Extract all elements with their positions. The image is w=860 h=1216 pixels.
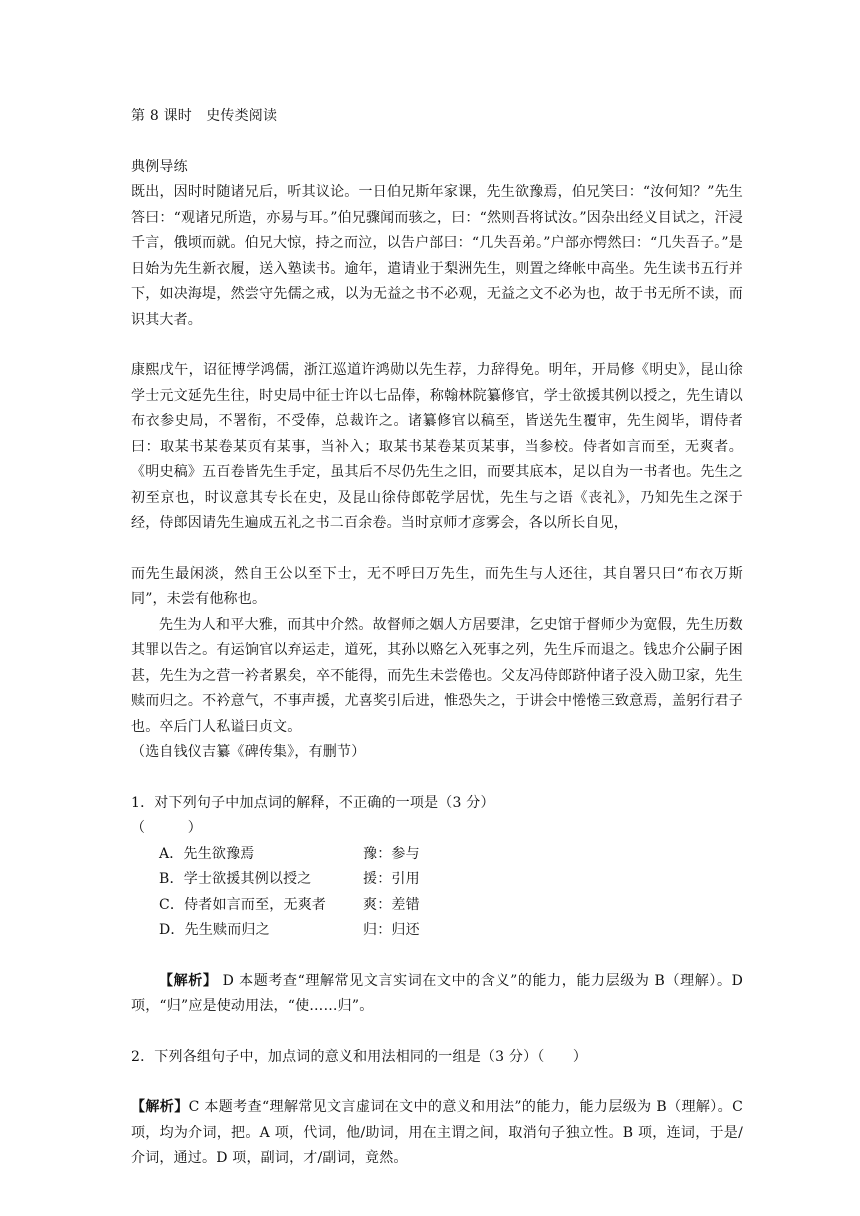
section-heading: 典例导练 xyxy=(131,158,188,175)
analysis-text: C 本题考查“理解常见文言虚词在文中的意义和用法”的能力，能力层级为 B（理解）。C 项，均为介词，把。A 项，代词，他/助词，用在主谓之间，取消句子独立性。B 项，连词，于是/介词，通过。D 项，副词，才/副词，竟然。 xyxy=(131,1099,743,1166)
option-gloss: 归：归还 xyxy=(363,922,420,938)
question-1-analysis xyxy=(131,969,743,1020)
option-sentence: B．学士欲援其例以授之 xyxy=(159,871,312,887)
option-sentence: D．先生赎而归之 xyxy=(159,922,270,938)
analysis-label: 【解析】 xyxy=(131,1099,189,1115)
question-2-analysis xyxy=(131,1095,743,1172)
option-a xyxy=(159,842,743,868)
option-d xyxy=(159,918,743,944)
source-note: （选自钱仪吉纂《碑传集》，有删节） xyxy=(131,744,366,760)
option-gloss: 爽：差错 xyxy=(363,896,420,913)
option-gloss: 豫：参与 xyxy=(363,845,420,862)
passage-paragraph-1: 既出，因时时随诸兄后，听其议论。一日伯兄斯年家课，先生欲豫焉，伯兄笑曰：“汝何知？”先生答曰：“观诸兄所造，亦易与耳。”伯兄骤闻而骇之，曰：“然则吾将试汝。”因杂出经义目试之，汗浸千言，俄顷而就。伯兄大惊，持之而泣，以告户部曰：“几失吾弟。”户部亦愕然曰：“几失吾子。”是日始为先生新衣履，送入塾读书。逾年，遣请业于梨洲先生，则置之绛帐中高坐。先生读书五行并下，如决海堤，然尝守先儒之戒，以为无益之书不必观，无益之文不必为也，故于书无所不读，而识其大者。 xyxy=(131,184,743,328)
option-sentence: C．侍者如言而至，无爽者 xyxy=(159,896,327,913)
option-sentence: A．先生欲豫焉 xyxy=(159,845,255,862)
analysis-label: 【解析】 xyxy=(159,972,218,989)
question-1-stem: 1．对下列句子中加点词的解释，不正确的一项是（3 分） xyxy=(131,794,495,811)
analysis-text: D 本题考查“理解常见文言实词在文中的含义”的能力，能力层级为 B（理解）。D 项，“归”应是使动用法，“使……归”。 xyxy=(131,972,743,1014)
question-2-stem: 2．下列各组句子中，加点词的意义和用法相同的一组是（3 分）（ ） xyxy=(131,1048,588,1065)
question-1-blank: （ ） xyxy=(131,820,202,836)
lesson-title: 第 8 课时 史传类阅读 xyxy=(131,108,278,124)
document-page xyxy=(131,104,743,1172)
option-c xyxy=(159,893,743,919)
question-1-options xyxy=(159,842,743,944)
passage-paragraph-3: 而先生最闲淡，然自王公以至下士，无不呼曰万先生，而先生与人还往，其自署只曰“布衣万斯同”，未尝有他称也。 xyxy=(131,565,743,607)
option-b xyxy=(159,867,743,893)
passage-paragraph-4: 先生为人和平大雅，而其中介然。故督师之姻人方居要津，乞史馆于督师少为宽假，先生历数其罪以告之。有运饷官以弃运走，道死，其孙以赂乞入死事之列，先生斥而退之。钱忠介公嗣子困甚，先生为之营一衿者累矣，卒不能得，而先生未尝倦也。父友冯侍郎跻仲诸子没入勋卫家，先生赎而归之。不衿意气，不事声援，尤喜奖引后进，惟恐失之，于讲会中惓惓三致意焉，盖躬行君子也。卒后门人私谥曰贞文。 xyxy=(131,616,743,735)
passage-paragraph-2: 康熙戊午，诏征博学鸿儒，浙江巡道许鸿勋以先生荐，力辞得免。明年，开局修《明史》，昆山徐学士元文延先生往，时史局中征士许以七品俸，称翰林院纂修官，学士欲援其例以授之，先生请以布衣参史局，不署衔，不受俸，总裁许之。诸纂修官以稿至，皆送先生覆审，先生阅毕，谓侍者曰：取某书某卷某页有某事，当补入；取某书某卷某页某事，当参校。侍者如言而至，无爽者。《明史稿》五百卷皆先生手定，虽其后不尽仍先生之旧，而要其底本，足以自为一书者也。先生之初至京也，时议意其专长在史，及昆山徐侍郎乾学居忧，先生与之语《丧礼》，乃知先生之深于经，侍郎因请先生遍成五礼之书二百余卷。当时京师才彦雾会，各以所长自见， xyxy=(131,362,743,531)
option-gloss: 援：引用 xyxy=(363,871,420,887)
